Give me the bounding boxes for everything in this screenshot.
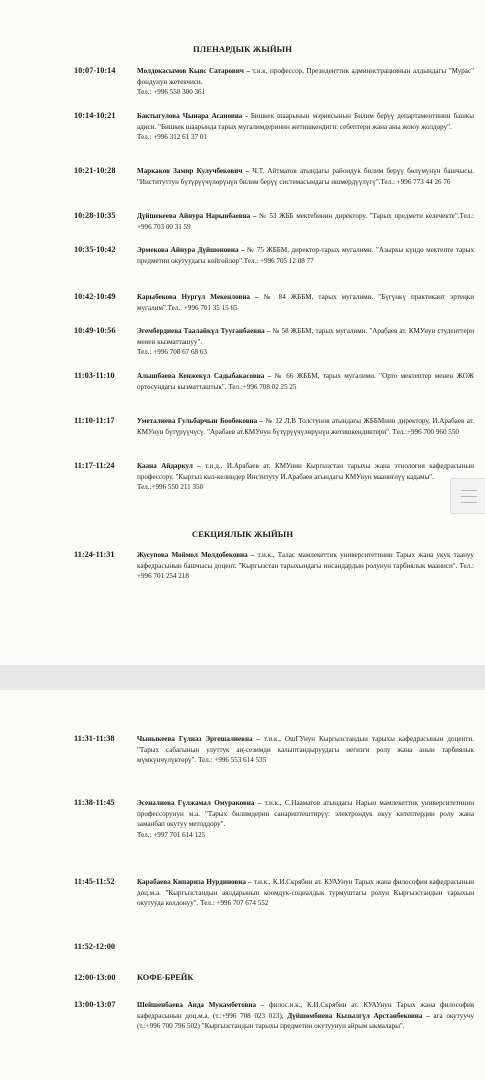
- entry-description: [137, 66, 474, 98]
- speaker-phone: Тел.: +996 708 67 68 63: [137, 348, 207, 357]
- speaker-details: т.и.д., И.Арабаев ат. КМУнин Кыргызстан тарыхы жана этнология кафедрасынын профессору. "Кыргыз кыз-келиндер Институту И.Арабаев атындагы КМУнун мааниглүү кадамы".: [137, 462, 474, 481]
- entry-time: 11:17-11:24: [74, 461, 115, 470]
- speaker-details: т.и.к., Талас мамлекеттик университетинин Тарых жана укук таануу кафедрасынын башчысы доцент. "Кыргызстан тарыхындагы инсандардын ролунун тарбиялык мааниси".: [137, 551, 474, 570]
- speaker-phone: Тел.:+996 550 211 350: [137, 483, 204, 492]
- sectional-session-heading: СЕКЦИЯЛЫК ЖЫЙЫН: [191, 529, 294, 539]
- speaker-name: Бактыгулова Чынара Асановна -: [137, 112, 248, 120]
- speaker-details: Бишкек шаарынын мэриясынын Билим берүү департаментинин башкы адиси. "Бишкек шаарында тарых мугалимдеринин жетишкендиги: себептери жана аны жоюу жолдору".: [137, 112, 475, 131]
- entry-description: [137, 973, 474, 984]
- coffee-break-label: КОФЕ-БРЕЙК: [137, 973, 194, 982]
- speaker-name: Алышбаева Кенжекүл Садыбакасовна –: [137, 372, 272, 380]
- entry-time: 10:42-10:49: [74, 292, 116, 301]
- speaker-details: № 12 Л.В Толстунов атындагы ЖББМнин директору, И.Арабаев ат. КМУнун бүтүрүүчүсү. "Арабаев ат.КМУнун бүтүрүүчүлөрүнүн жетишкендиктери".: [137, 417, 474, 436]
- speaker-details: т.и.к., С.Нааматов атындагы Нарын мамлекеттик университетинин профессорунун м.а. "Тарых билимдерин санариптештирүү: электрондук окуу китептердин ролу жана заманбап окутуу методдору".: [137, 799, 474, 829]
- speaker-details: т.и.к., К.И.Скрябин ат. КУАУнун Тарых жана философия кафедрасынын доц.м.а. "Кыргызстандын аялдарынын коомдук-социалдык турмуштагы ролун Кыргызстандын тарыхын окутууда колдонуу".: [137, 878, 474, 908]
- plenary-session-heading: ПЛЕНАРДЫК ЖЫЙЫН: [192, 44, 292, 54]
- speaker-details: № 53 ЖББ мектебинин директору. "Тарых предмети келечекте".: [256, 212, 460, 220]
- speaker-name: Молдокасымов Кыяс Сатарович –: [137, 67, 250, 75]
- speaker-phone: Тел.: +996 707 674 552: [200, 899, 269, 908]
- speaker-name: Шейшенбаева Аида Мукамбетовна –: [137, 1001, 265, 1009]
- speaker-phone: Тел.: +996 701 254 218: [137, 561, 474, 581]
- speaker-details: Ч.Т. Айтматов атындагы райондук билим берүү бөлүмүнүн башчысы. "Институттун бүтүрүүчүлөрүнүн билим берүү системасындагы ишмердүүлүгү".: [137, 167, 474, 186]
- speaker-name: Карабаева Кипариза Нурдиновна –: [137, 878, 252, 886]
- speaker-phone: Тел.: +996 705 12 08 77: [243, 256, 314, 265]
- entry-description: [137, 245, 474, 266]
- entry-time: 12:00-13:00: [74, 973, 116, 982]
- entry-time: 10:14-10:21: [74, 111, 116, 120]
- co-speaker-name: Дүйшөмбиева Кызылгүл Арстанбековна –: [287, 1011, 430, 1020]
- entry-description: [137, 550, 474, 582]
- entry-time: 13:00-13:07: [74, 1000, 116, 1009]
- speaker-details: т.и.к., ОшГУнун Кыргызстандын тарыхы кафедрасынын доценти. "Тарых сабагынын улуттук аң-сезимди калыптандыруудагы негизги ролу жана анын тарбиялык мүмкүнчүлүктөрү".: [137, 735, 474, 765]
- entry-time: 11:03-11:10: [74, 371, 115, 380]
- speaker-details: № 58 ЖББМ, тарых мугалими. "Арабаев ат. КМУнун студенттери менен кызматташуу".: [137, 327, 474, 346]
- entry-description: [137, 734, 474, 766]
- co-speaker-details: ага окутуучу (т.:+996 700 796 502) "Кыргызстандын тарыхы предметин окутуунун айрым ыкмалары".: [137, 1011, 475, 1031]
- document-page-2: [0, 690, 485, 1080]
- speaker-details: № 84 ЖББМ, тарых мугалими. "Бүгүнкү практикант эртеңки мугалим".: [137, 293, 474, 312]
- entry-time: 11:10-11:17: [74, 416, 115, 425]
- speaker-name: Каана Айдаркул –: [137, 462, 201, 470]
- speaker-name: Чыныкеева Гүлназ Эргешалиевна –: [137, 735, 261, 743]
- entry-time: 10:35-10:42: [74, 245, 116, 254]
- entry-time: 10:07-10:14: [74, 66, 116, 75]
- entry-description: [137, 211, 474, 232]
- entry-time: 11:52-12:00: [74, 942, 116, 951]
- entry-time: 11:38-11:45: [74, 798, 115, 807]
- speaker-phone: Тел.: +996 553 614 535: [198, 756, 267, 765]
- entry-time: 11:31-11:38: [74, 734, 115, 743]
- entry-description: [137, 111, 474, 143]
- speaker-name: Дүйшекеева Айнура Нарынбаевна –: [137, 212, 257, 220]
- speaker-phone: Тел.: +996 773 44 26 76: [380, 177, 451, 186]
- speaker-details: № 66 ЖББМ, тарых мугалими. "Орто мектептер менен ЖОЖ ортосундагы кызматташтык".: [137, 372, 474, 391]
- speaker-name: Эрмекова Айнура Дүйшоновна –: [137, 246, 245, 254]
- speaker-name: Уметалиева Гульбарчын Бообековна –: [137, 417, 264, 425]
- entry-description: [137, 326, 474, 358]
- speaker-name: Маркаков Замир Кулучбекович –: [137, 167, 250, 175]
- speaker-name: Эгембердиева Таалайкүл Тууганбаевна –: [137, 327, 271, 335]
- speaker-details: № 75 ЖББМ, директор-тарых мугалими. "Азыркы күндө мектепте тарых предметин окутуудагы көйгөйлөр".: [137, 246, 475, 265]
- speaker-details: филос.и.к., К.И.Скрябин ат. КУАУнун Тарых жана философия кафедрасынын доц.м.а. (т.:+996 708 023 023),: [137, 1001, 474, 1020]
- entry-description: [137, 461, 474, 493]
- entry-time: 10:28-10:35: [74, 211, 116, 220]
- speaker-name: Карыбекова Нургүл Мекенловна –: [137, 293, 259, 301]
- entry-description: [137, 416, 474, 437]
- entry-time: 10:21-10:28: [74, 166, 116, 175]
- speaker-phone: Тел.:+996 708 02 25 25: [228, 382, 297, 391]
- entry-time: 10:49-10:56: [74, 326, 116, 335]
- entry-description: [137, 292, 474, 313]
- speaker-phone: Тел.: +996 703 00 31 59: [137, 212, 474, 231]
- speaker-name: Эсеналиева Гүлжамал Омураковна –: [137, 799, 262, 807]
- speaker-phone: Тел.:+996 700 960 550: [392, 427, 459, 436]
- entry-description: [137, 1000, 474, 1032]
- speaker-name: Жусупова Моймол Молдобековна –: [137, 551, 255, 559]
- scroll-handle-icon[interactable]: [450, 478, 485, 514]
- speaker-phone: Тел.: +997 701 614 125: [137, 830, 206, 839]
- entry-time: 11:24-11:31: [74, 550, 115, 559]
- entry-time: 11:45-11:52: [74, 877, 115, 886]
- entry-description: [137, 371, 474, 392]
- speaker-details: т.и.к, профессор, Президенттик администрациянын алдындагы "Мурас" фондунун жетекчиси.: [137, 67, 475, 86]
- entry-description: [137, 166, 474, 187]
- entry-description: [137, 798, 474, 840]
- speaker-phone: Тел.: +996 550 300 361: [137, 88, 206, 97]
- speaker-phone: Тел.: +996 701 35 15 65: [167, 303, 238, 312]
- entry-description: [137, 877, 474, 909]
- speaker-phone: Тел.: +996 312 61 37 01: [137, 133, 207, 142]
